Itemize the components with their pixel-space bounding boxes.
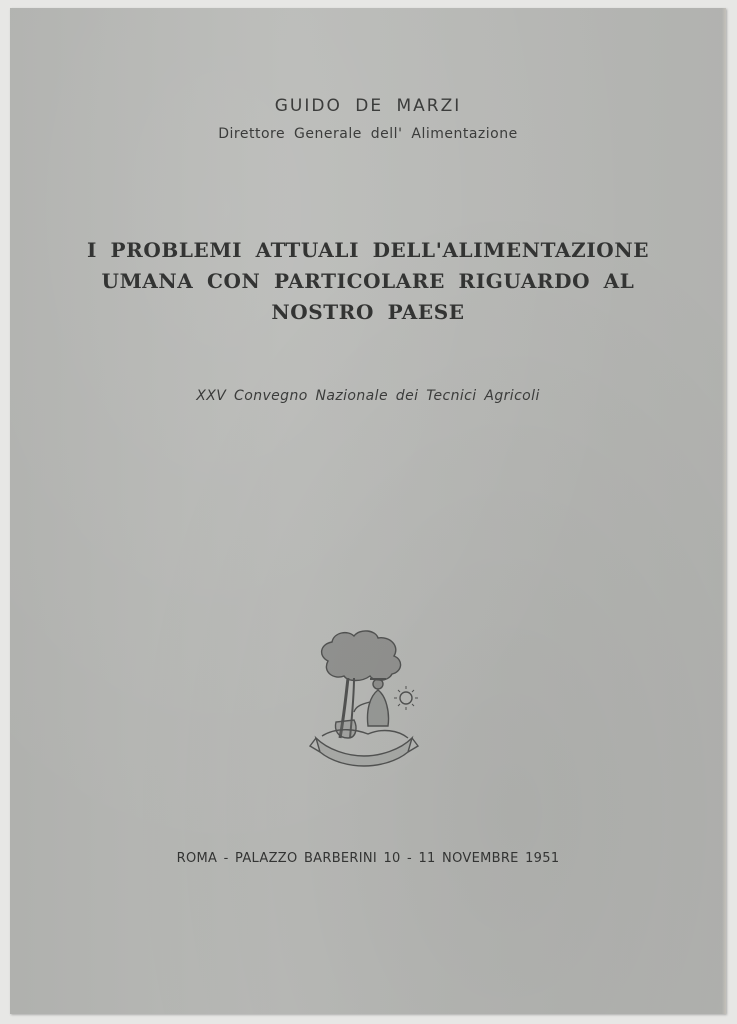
author-role: Direttore Generale dell' Alimentazione (218, 126, 518, 142)
publication-footer: ROMA - PALAZZO BARBERINI 10 - 11 NOVEMBRE 1951 (176, 851, 560, 866)
author-name: GUIDO DE MARZI (274, 96, 462, 116)
title-line-3: NOSTRO PAESE (271, 300, 465, 324)
tree-farmer-emblem-icon (308, 626, 420, 776)
title-line-1: I PROBLEMI ATTUALI DELL'ALIMENTAZIONE (86, 238, 650, 262)
conference-subtitle: XXV Convegno Nazionale dei Tecnici Agricoli (196, 388, 540, 404)
title-line-2: UMANA CON PARTICOLARE RIGUARDO AL (101, 269, 635, 293)
document-cover (10, 8, 726, 1014)
